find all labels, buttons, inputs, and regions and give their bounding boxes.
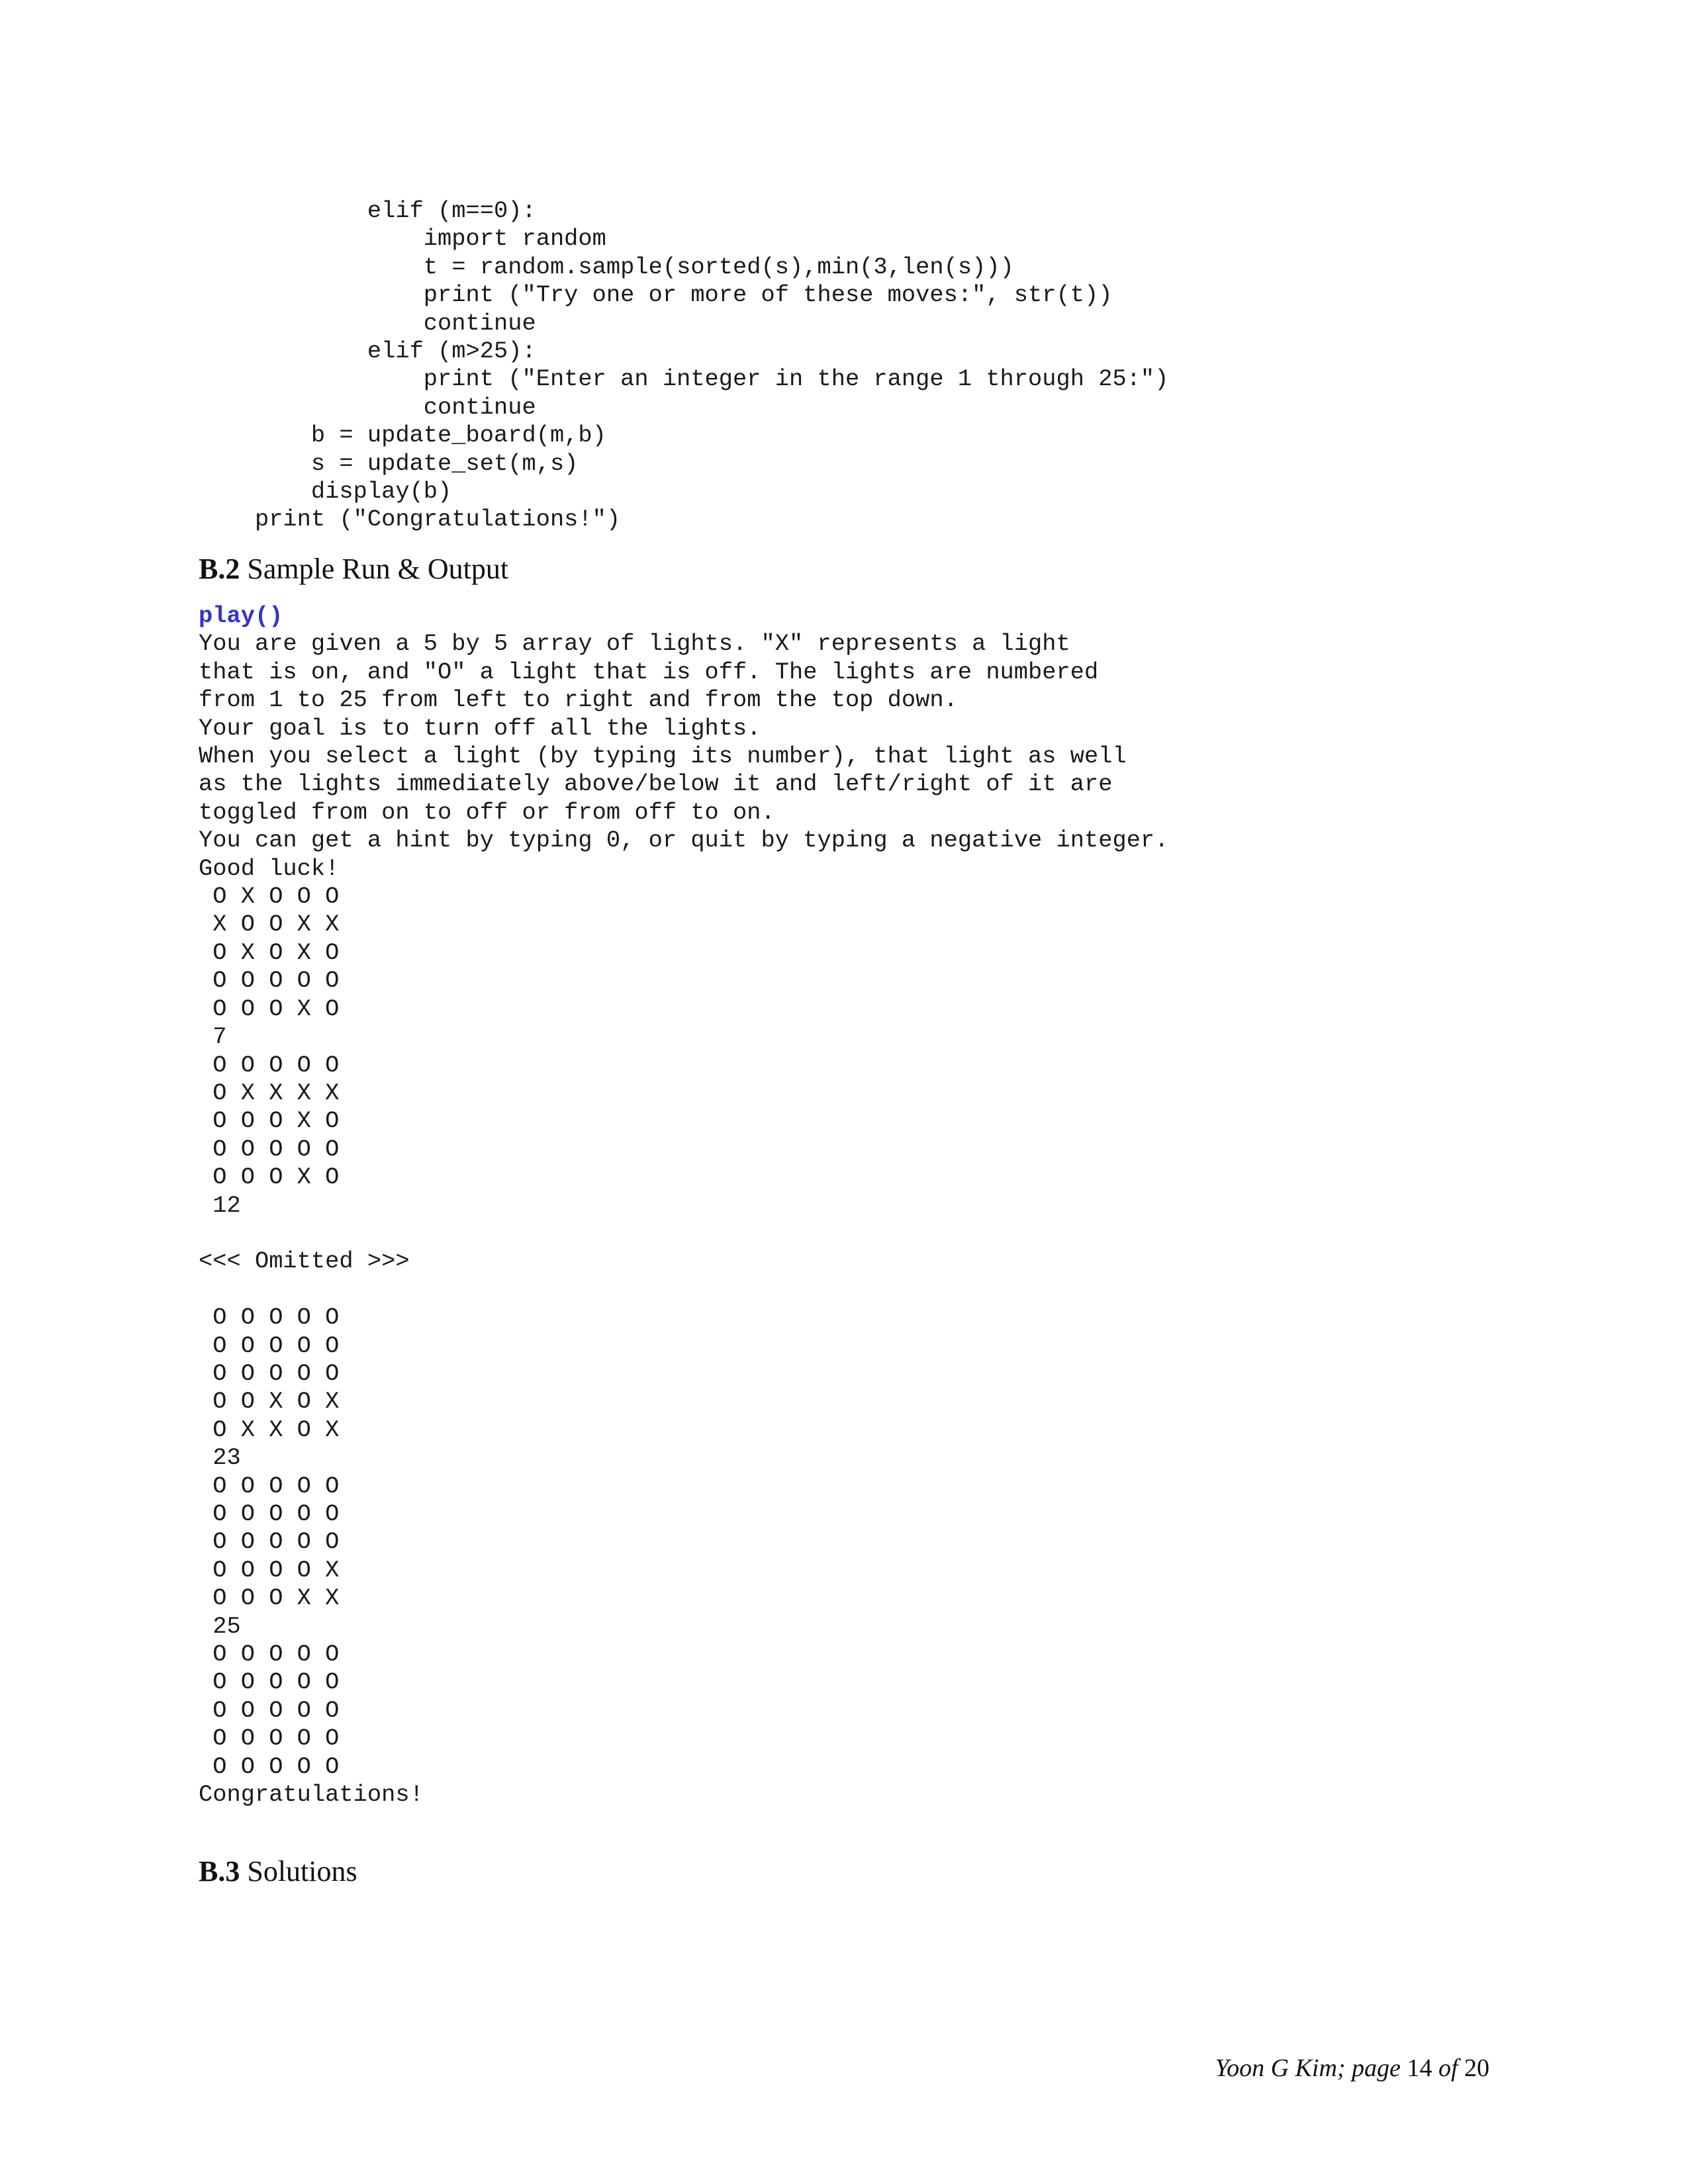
sample-run-output bbox=[199, 602, 1168, 1809]
output-line: O O O X O bbox=[199, 1164, 340, 1191]
code-listing bbox=[199, 197, 1168, 534]
output-line: O O O O O bbox=[199, 1753, 340, 1780]
output-line: Congratulations! bbox=[199, 1782, 424, 1809]
footer-author: Yoon G Kim; page bbox=[1215, 2054, 1407, 2082]
code-line: elif (m>25): bbox=[199, 338, 536, 365]
output-line: O X O O O bbox=[199, 884, 340, 911]
output-line: When you select a light (by typing its number), that light as well bbox=[199, 743, 1127, 770]
code-line: import random bbox=[199, 226, 606, 253]
output-line: Good luck! bbox=[199, 855, 340, 882]
section-heading-b2 bbox=[199, 551, 508, 588]
output-line: O X X X X bbox=[199, 1079, 340, 1107]
output-line: toggled from on to off or from off to on. bbox=[199, 799, 775, 826]
output-line: <<< Omitted >>> bbox=[199, 1248, 410, 1275]
section-number: B.3 bbox=[199, 1855, 240, 1888]
output-line: O O O O O bbox=[199, 1500, 340, 1527]
output-line: O O O O O bbox=[199, 1473, 340, 1500]
output-line: O O X O X bbox=[199, 1388, 340, 1416]
code-line: print ("Enter an integer in the range 1 through 25:") bbox=[199, 366, 1169, 393]
code-line: s = update_set(m,s) bbox=[199, 450, 579, 477]
code-line: display(b) bbox=[199, 478, 452, 506]
code-line: continue bbox=[199, 394, 536, 421]
output-line bbox=[199, 1276, 1168, 1304]
code-line: elif (m==0): bbox=[199, 198, 536, 224]
output-line: O O O O O bbox=[199, 968, 340, 995]
output-line: O O O O O bbox=[199, 1697, 340, 1724]
output-line: O O O O O bbox=[199, 1529, 340, 1556]
output-line: that is on, and "O" a light that is off. The lights are numbered bbox=[199, 659, 1099, 686]
code-line: b = update_board(m,b) bbox=[199, 422, 606, 449]
output-line: Your goal is to turn off all the lights. bbox=[199, 715, 761, 742]
output-line: O O O O O bbox=[199, 1669, 340, 1696]
output-line: 23 bbox=[199, 1445, 241, 1472]
code-line: print ("Try one or more of these moves:", str(t)) bbox=[199, 282, 1113, 309]
section-title: Sample Run & Output bbox=[247, 553, 509, 585]
section-title: Solutions bbox=[247, 1855, 357, 1888]
code-line: continue bbox=[199, 310, 536, 337]
output-line: O O O O O bbox=[199, 1332, 340, 1359]
section-heading-b3 bbox=[199, 1853, 357, 1890]
output-line: O O O X X bbox=[199, 1585, 340, 1612]
output-line bbox=[199, 1220, 1168, 1248]
output-line: O O O O O bbox=[199, 1641, 340, 1668]
output-line: O X X O X bbox=[199, 1416, 340, 1443]
footer-total-pages: 20 bbox=[1464, 2054, 1489, 2082]
output-line: You are given a 5 by 5 array of lights. "X" represents a light bbox=[199, 631, 1070, 658]
output-line: O O O O O bbox=[199, 1725, 340, 1752]
play-call: play() bbox=[199, 603, 283, 629]
output-line: O O O O O bbox=[199, 1136, 340, 1163]
output-line: O X O X O bbox=[199, 939, 340, 966]
output-line: 12 bbox=[199, 1192, 241, 1219]
output-line: O O O O O bbox=[199, 1304, 340, 1332]
footer-of: of bbox=[1432, 2054, 1464, 2082]
page-footer bbox=[1215, 2052, 1489, 2085]
output-line: O O O O X bbox=[199, 1557, 340, 1584]
output-line: O O O X O bbox=[199, 995, 340, 1023]
code-line: print ("Congratulations!") bbox=[199, 506, 621, 533]
output-line: X O O X X bbox=[199, 911, 340, 938]
output-line: O O O O O bbox=[199, 1052, 340, 1079]
code-line: t = random.sample(sorted(s),min(3,len(s))) bbox=[199, 253, 1014, 281]
section-number: B.2 bbox=[199, 553, 240, 585]
output-line: O O O X O bbox=[199, 1108, 340, 1135]
output-line: 7 bbox=[199, 1024, 227, 1051]
output-line: from 1 to 25 from left to right and from the top down. bbox=[199, 687, 958, 714]
output-line: 25 bbox=[199, 1613, 241, 1640]
footer-page-number: 14 bbox=[1407, 2054, 1432, 2082]
output-line: as the lights immediately above/below it and left/right of it are bbox=[199, 771, 1113, 798]
output-line: You can get a hint by typing 0, or quit by typing a negative integer. bbox=[199, 827, 1169, 854]
console-output bbox=[199, 630, 1168, 1809]
output-line: O O O O O bbox=[199, 1360, 340, 1387]
